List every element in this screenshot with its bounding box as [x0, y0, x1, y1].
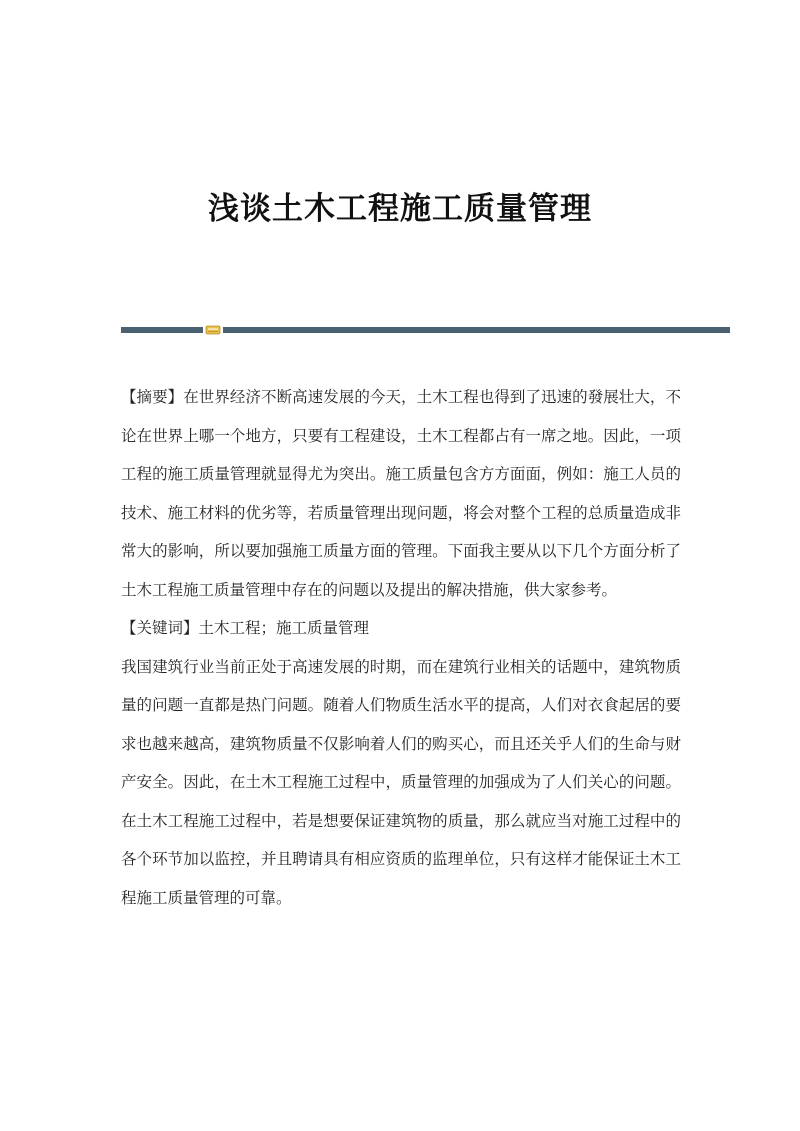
divider-bar-right	[223, 327, 730, 333]
document-title: 浅谈土木工程施工质量管理	[208, 191, 592, 227]
document-body	[121, 378, 681, 917]
abstract-text: 在世界经济不断高速发展的今天，土木工程也得到了迅速的發展壮大，不论在世界上哪一个地方，只要有工程建设，土木工程都占有一席之地。因此，一项工程的施工质量管理就显得尤为突出。施工质量包含方方面面，例如：施工人员的技术、施工材料的优劣等，若质量管理出现问题，将会对整个工程的总质量造成非常大的影响，所以要加强施工质量方面的管理。下面我主要从以下几个方面分析了土木工程施工质量管理中存在的问题以及提出的解决措施，供大家参考。	[121, 388, 681, 599]
abstract-label: 【摘要】	[121, 388, 184, 406]
body-paragraph: 我国建筑行业当前正处于高速发展的时期，而在建筑行业相关的话题中，建筑物质量的问题一直都是热门问题。随着人们物质生活水平的提高，人们对衣食起居的要求也越来越高，建筑物质量不仅影响着人们的购买心，而且还关乎人们的生命与财产安全。因此，在土木工程施工过程中，质量管理的加强成为了人们关心的问题。在土木工程施工过程中，若是想要保证建筑物的质量，那么就应当对施工过程中的各个环节加以监控，并且聘请具有相应资质的监理单位，只有这样才能保证土木工程施工质量管理的可靠。	[121, 657, 681, 907]
keywords-text: 土木工程；施工质量管理	[198, 619, 370, 637]
keywords-label: 【关键词】	[121, 619, 199, 637]
ornament-icon	[205, 325, 221, 335]
abstract-paragraph	[121, 378, 681, 609]
divider-bar-left	[121, 327, 203, 333]
keywords-paragraph	[121, 609, 681, 648]
title-divider	[121, 325, 730, 335]
